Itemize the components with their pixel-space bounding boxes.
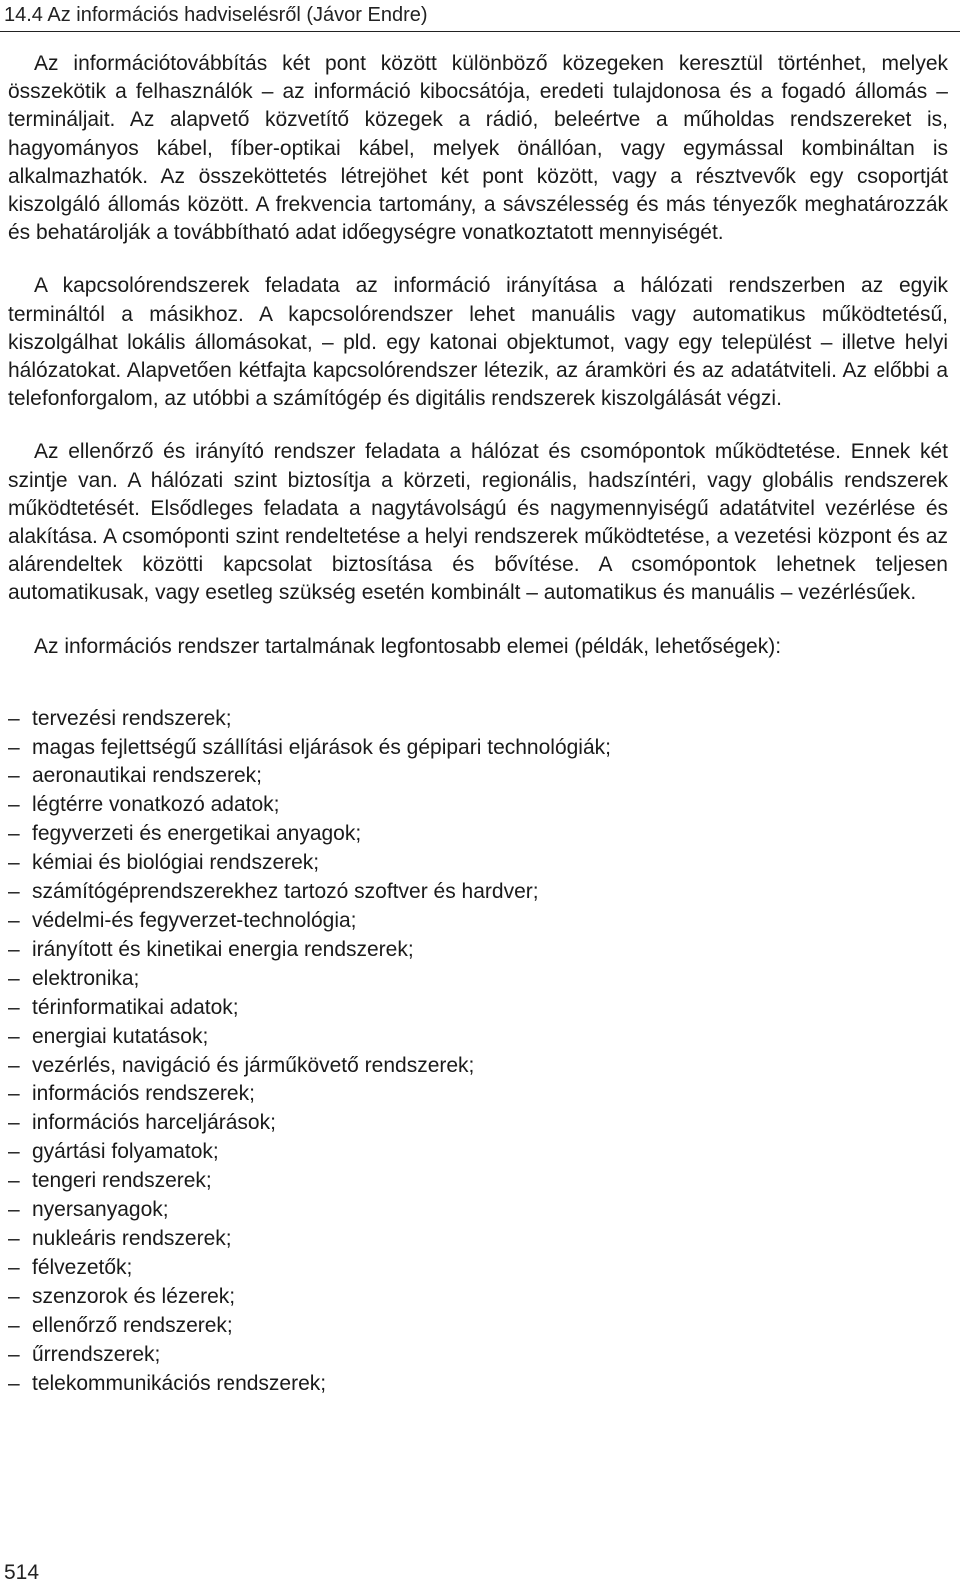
list-item [8,1023,948,1052]
list-item [8,994,948,1023]
list-bullet: – [8,706,20,730]
section-title: 14.4 Az információs hadviselésről (Jávor Endre) [4,4,428,26]
list-bullet: – [8,1313,20,1337]
list-item [8,705,948,734]
list-item-text: tengeri rendszerek; [32,1169,212,1193]
list-bullet: – [8,1342,20,1366]
list-item-text: tervezési rendszerek; [32,706,232,730]
list-bullet: – [8,1371,20,1395]
page-number: 514 [4,1561,40,1584]
list-bullet: – [8,1198,20,1222]
paragraph-switching-systems: A kapcsolórendszerek feladata az információ irányítása a hálózati rendszerben az egyik termináltól a másikhoz. A kapcsolórendszer lehet manuális vagy automatikus működtetésű, kiszolgálhat lokális állomásokat, – pld. egy katonai objektumot, vagy egy települést – illetve helyi hálózatokat. Alapvetően kétfajta kapcsolórendszer létezik, az áramköri és az adatátviteli. Az előbbi a telefonforgalom, az utóbbi a számítógép és digitális rendszerek kiszolgálását végzi. [8,274,948,411]
header-divider [0,31,960,32]
list-item-text: szenzorok és lézerek; [32,1284,236,1308]
page-header [0,0,960,42]
list-intro: Az információs rendszer tartalmának legfontosabb elemei (példák, lehetőségek): [34,634,782,658]
information-elements-list [8,705,948,1399]
list-bullet: – [8,1226,20,1250]
list-bullet: – [8,851,20,875]
list-item [8,878,948,907]
list-item [8,734,948,763]
list-bullet: – [8,1140,20,1164]
list-bullet: – [8,1169,20,1193]
list-item-text: félvezetők; [32,1255,133,1279]
list-item [8,936,948,965]
list-item [8,1138,948,1167]
list-bullet: – [8,1111,20,1135]
list-item-text: számítógéprendszerekhez tartozó szoftver és hardver; [32,880,539,904]
list-item [8,849,948,878]
list-item-text: információs harceljárások; [32,1111,276,1135]
list-bullet: – [8,909,20,932]
paragraph-control-systems: Az ellenőrző és irányító rendszer feladata a hálózat és csomópontok működtetése. Ennek két szintje van. A hálózati szint biztosítja a körzeti, regionális, hadszíntéri, vagy globális rendszerek működtetését. Elsődleges feladata a nagytávolságú és nagymennyiségű adatátvitel vezérlése és alakítása. A csomóponti szint rendeltetése a helyi rendszerek működtetése, a vezetési központ és az alárendeltek közötti kapcsolat biztosítása és bővítése. A csomópontok lehetnek teljesen automatikusak, vagy esetleg szükség esetén kombinált – automatikus és manuális – vezérlésűek. [8,440,948,605]
list-bullet: – [8,764,20,788]
list-item [8,791,948,820]
list-item [8,965,948,994]
list-item-text: légtérre vonatkozó adatok; [32,793,280,817]
list-item-text: aeronautikai rendszerek; [32,764,262,788]
list-bullet: – [8,735,20,759]
list-bullet: – [8,793,20,817]
list-item [8,1052,948,1081]
list-item [8,1167,948,1196]
list-item [8,907,948,936]
list-item-text: fegyverzeti és energetikai anyagok; [32,822,362,846]
list-item [8,762,948,791]
list-item-text: elektronika; [32,966,140,990]
list-item-text: energiai kutatások; [32,1024,209,1048]
list-bullet: – [8,1053,20,1077]
list-item-text: vezérlés, navigáció és járműkövető rendszerek; [32,1053,475,1077]
list-item-text: űrrendszerek; [32,1342,161,1366]
list-item-text: kémiai és biológiai rendszerek; [32,851,320,875]
list-item-text: magas fejlettségű szállítási eljárások és gépipari technológiák; [32,735,611,759]
list-item-text: védelmi-és fegyverzet-technológia; [32,909,357,932]
list-bullet: – [8,995,20,1019]
list-bullet: – [8,880,20,904]
list-item-text: ellenőrző rendszerek; [32,1313,233,1337]
list-item [8,1196,948,1225]
paragraph-transmission: Az információtovábbítás két pont között különböző közegeken keresztül történhet, melyek összekötik a felhasználók – az információ kibocsátója, eredeti tulajdonosa és a fogadó állomás – termináljait. Az alapvető közvetítő közegek a rádió, beleértve a műholdas rendszereket is, hagyományos kábel, fíber-optikai kábel, melyek önállóan, vagy egymással kombináltan is alkalmazhatók. Az összeköttetés létrejöhet két pont között, vagy a résztvevők egy csoportját kiszolgáló állomás között. A frekvencia tartomány, a sávszélesség és más tényezők meghatározzák és behatárolják a továbbítható adat időegységre vonatkoztatott mennyiségét. [8,52,948,245]
list-item-text: térinformatikai adatok; [32,995,239,1019]
list-bullet: – [8,1024,20,1048]
list-item-text: információs rendszerek; [32,1082,255,1106]
list-item [8,1080,948,1109]
list-bullet: – [8,1255,20,1279]
list-item-text: telekommunikációs rendszerek; [32,1371,327,1395]
list-item-text: nyersanyagok; [32,1198,169,1222]
document-body [8,50,948,1398]
list-bullet: – [8,937,20,961]
list-item-text: nukleáris rendszerek; [32,1226,232,1250]
list-item-text: gyártási folyamatok; [32,1140,219,1164]
list-item [8,1370,948,1399]
list-bullet: – [8,1284,20,1308]
list-item [8,820,948,849]
list-bullet: – [8,966,20,990]
list-bullet: – [8,822,20,846]
list-bullet: – [8,1082,20,1106]
list-item [8,1283,948,1312]
list-item [8,1341,948,1370]
list-item [8,1254,948,1283]
list-item [8,1109,948,1138]
list-item-text: irányított és kinetikai energia rendszerek; [32,937,414,961]
list-item [8,1225,948,1254]
list-item [8,1312,948,1341]
